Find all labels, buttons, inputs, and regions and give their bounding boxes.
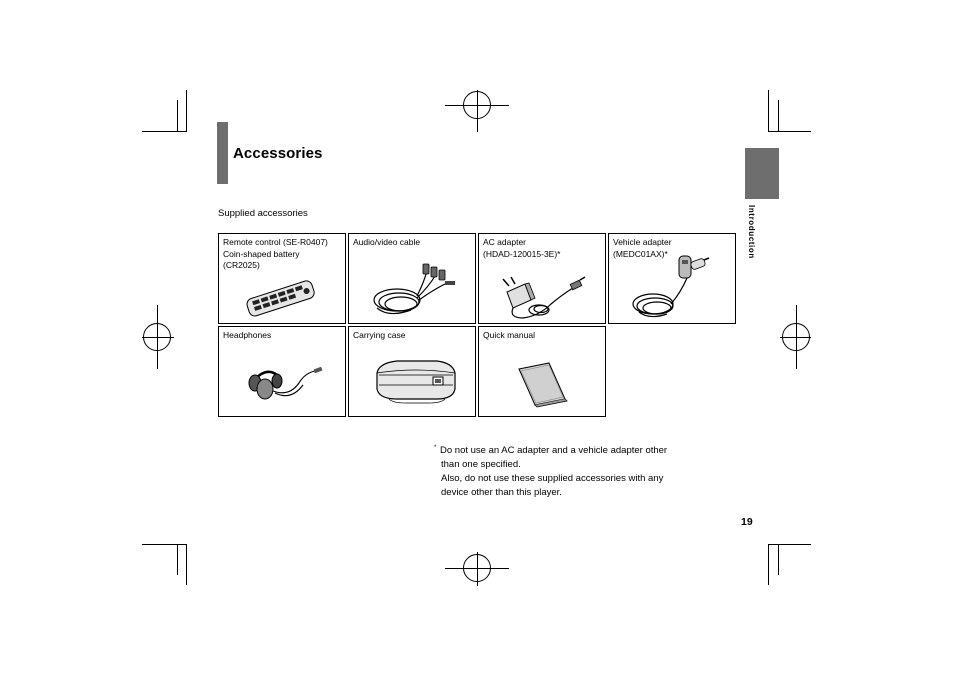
accessory-caption: Quick manual xyxy=(483,330,535,340)
crop-mark xyxy=(186,90,187,131)
crop-mark xyxy=(768,544,769,585)
accessory-headphones xyxy=(218,326,346,417)
accessory-caption: Remote control (SE-R0407) Coin-shaped battery (CR2025) xyxy=(223,237,328,270)
accessory-quick-manual xyxy=(478,326,606,417)
supplied-accessories-label: Supplied accessories xyxy=(218,208,308,219)
accessory-av-cable xyxy=(348,233,476,324)
accessory-caption: Audio/video cable xyxy=(353,237,421,247)
footnote-line: than one specified. xyxy=(441,459,521,470)
accessory-vehicle-adapter xyxy=(608,233,736,324)
headphones-icon xyxy=(219,327,347,418)
accessory-ac-adapter xyxy=(478,233,606,324)
crop-mark xyxy=(142,131,187,132)
crop-mark xyxy=(768,90,769,131)
vehicle-adapter-icon xyxy=(609,234,737,325)
crop-mark xyxy=(177,544,178,575)
crop-mark xyxy=(768,544,811,545)
page-number: 19 xyxy=(741,516,753,528)
crop-mark xyxy=(142,544,187,545)
footnote-marker: * xyxy=(434,445,437,451)
accessory-caption: Headphones xyxy=(223,330,272,340)
registration-mark xyxy=(463,91,491,119)
footnote-line: device other than this player. xyxy=(441,487,562,498)
section-tab-label: Introduction xyxy=(747,205,756,259)
accessory-caption: AC adapter (HDAD-120015-3E)* xyxy=(483,237,561,259)
footnote-line: Also, do not use these supplied accessories with any xyxy=(441,473,664,484)
title-accent-bar xyxy=(217,122,228,184)
accessory-caption: Carrying case xyxy=(353,330,406,340)
footnote-line: Do not use an AC adapter and a vehicle adapter other xyxy=(440,445,668,456)
accessory-carrying-case xyxy=(348,326,476,417)
remote-control-icon xyxy=(219,234,347,325)
crop-mark xyxy=(177,100,178,131)
accessory-caption: Vehicle adapter (MEDC01AX)* xyxy=(613,237,672,259)
quick-manual-icon xyxy=(479,327,607,418)
section-tab xyxy=(745,148,779,199)
crop-mark xyxy=(768,131,811,132)
footnote xyxy=(434,444,704,500)
registration-mark xyxy=(463,554,491,582)
crop-mark xyxy=(186,544,187,585)
carrying-case-icon xyxy=(349,327,477,418)
registration-mark xyxy=(143,323,171,351)
av-cable-icon xyxy=(349,234,477,325)
page-title: Accessories xyxy=(233,145,323,162)
crop-mark xyxy=(778,100,779,131)
registration-mark xyxy=(782,323,810,351)
accessory-remote-control xyxy=(218,233,346,324)
ac-adapter-icon xyxy=(479,234,607,325)
crop-mark xyxy=(778,544,779,575)
